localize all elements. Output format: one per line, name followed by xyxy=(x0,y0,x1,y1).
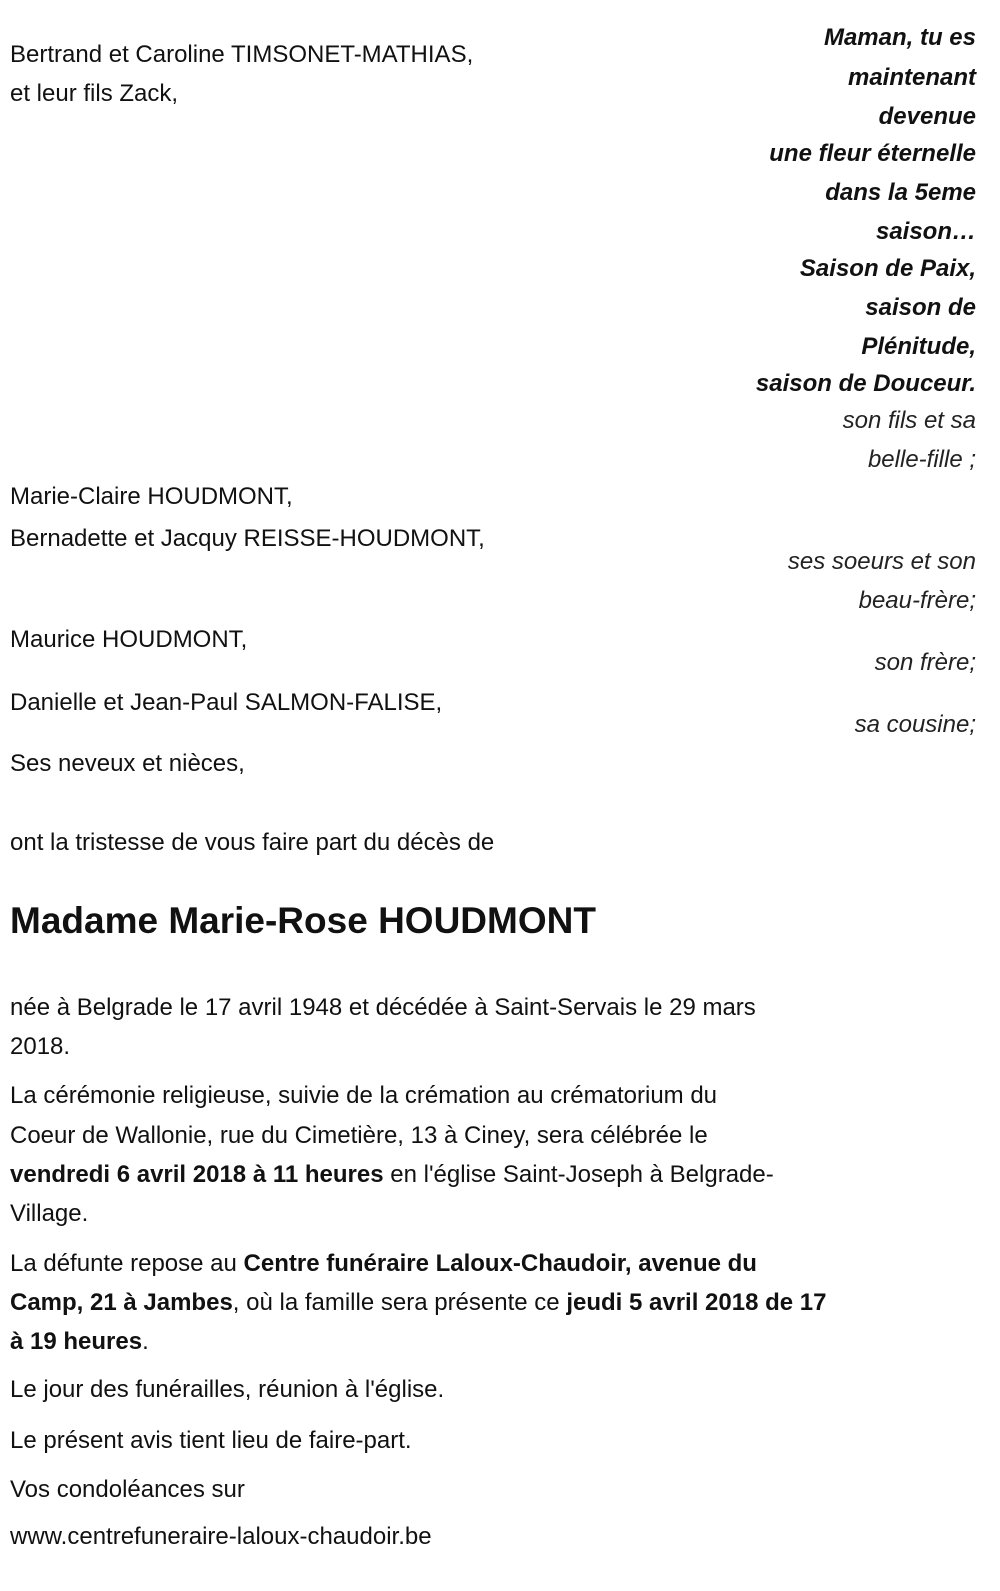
family-line: et leur fils Zack, xyxy=(10,80,179,107)
repose-line xyxy=(10,1288,826,1318)
announcement: ont la tristesse de vous faire part du décès de xyxy=(10,829,495,856)
visit-date: à 19 heures xyxy=(10,1328,143,1355)
family-line: Bertrand et Caroline TIMSONET-MATHIAS, xyxy=(10,41,474,68)
family-line: Ses neveux et nièces, xyxy=(10,750,245,777)
repose-place: Camp, 21 à Jambes xyxy=(10,1289,233,1316)
relation-label: son frère; xyxy=(874,649,976,676)
birth-line: 2018. xyxy=(10,1033,71,1060)
family-line: Bernadette et Jacquy REISSE-HOUDMONT, xyxy=(10,525,485,552)
family-line: Maurice HOUDMONT, xyxy=(10,626,248,653)
relation-label: belle-fille ; xyxy=(867,446,976,473)
ceremony-text: en l'église Saint-Joseph à Belgrade- xyxy=(383,1161,774,1188)
poem-line: Maman, tu es xyxy=(823,24,976,51)
ceremony-line: Coeur de Wallonie, rue du Cimetière, 13 à Ciney, sera célébrée le xyxy=(10,1122,708,1149)
poem-line: dans la 5eme xyxy=(825,179,976,206)
relation-label: beau-frère; xyxy=(858,587,976,614)
condolences-line: Vos condoléances sur xyxy=(10,1476,245,1503)
ceremony-date: vendredi 6 avril 2018 à 11 heures xyxy=(10,1161,384,1188)
visit-date: jeudi 5 avril 2018 de 17 xyxy=(566,1289,827,1316)
poem-line: Plénitude, xyxy=(861,333,976,360)
poem-line: saison… xyxy=(875,218,976,245)
family-line: Danielle et Jean-Paul SALMON-FALISE, xyxy=(10,689,443,716)
relation-label: son fils et sa xyxy=(842,407,976,434)
poem-line: une fleur éternelle xyxy=(769,140,976,167)
poem-line: saison de xyxy=(865,294,976,321)
deceased-name: Madame Marie-Rose HOUDMONT xyxy=(10,900,596,941)
repose-text: . xyxy=(142,1328,149,1355)
poem-line: maintenant xyxy=(847,64,976,91)
poem-line: devenue xyxy=(878,103,976,130)
family-line: Marie-Claire HOUDMONT, xyxy=(10,483,293,510)
repose-text: , où la famille sera présente ce xyxy=(232,1289,567,1316)
ceremony-line xyxy=(10,1160,774,1190)
poem-line: Saison de Paix, xyxy=(799,255,976,282)
birth-line: née à Belgrade le 17 avril 1948 et décédée à Saint-Servais le 29 mars xyxy=(10,994,756,1021)
repose-place: Centre funéraire Laloux-Chaudoir, avenue du xyxy=(243,1250,757,1277)
poem-line: saison de Douceur. xyxy=(755,370,976,397)
funeral-line: Le jour des funérailles, réunion à l'église. xyxy=(10,1376,445,1403)
relation-label: sa cousine; xyxy=(854,711,976,738)
relation-label: ses soeurs et son xyxy=(787,548,976,575)
ceremony-line: Village. xyxy=(10,1200,89,1227)
repose-line xyxy=(10,1249,757,1279)
repose-text: La défunte repose au xyxy=(10,1250,244,1277)
repose-line xyxy=(10,1327,149,1357)
notice-line: Le présent avis tient lieu de faire-part. xyxy=(10,1427,412,1454)
ceremony-line: La cérémonie religieuse, suivie de la crémation au crématorium du xyxy=(10,1082,718,1109)
website-link[interactable]: www.centrefuneraire-laloux-chaudoir.be xyxy=(10,1523,432,1550)
